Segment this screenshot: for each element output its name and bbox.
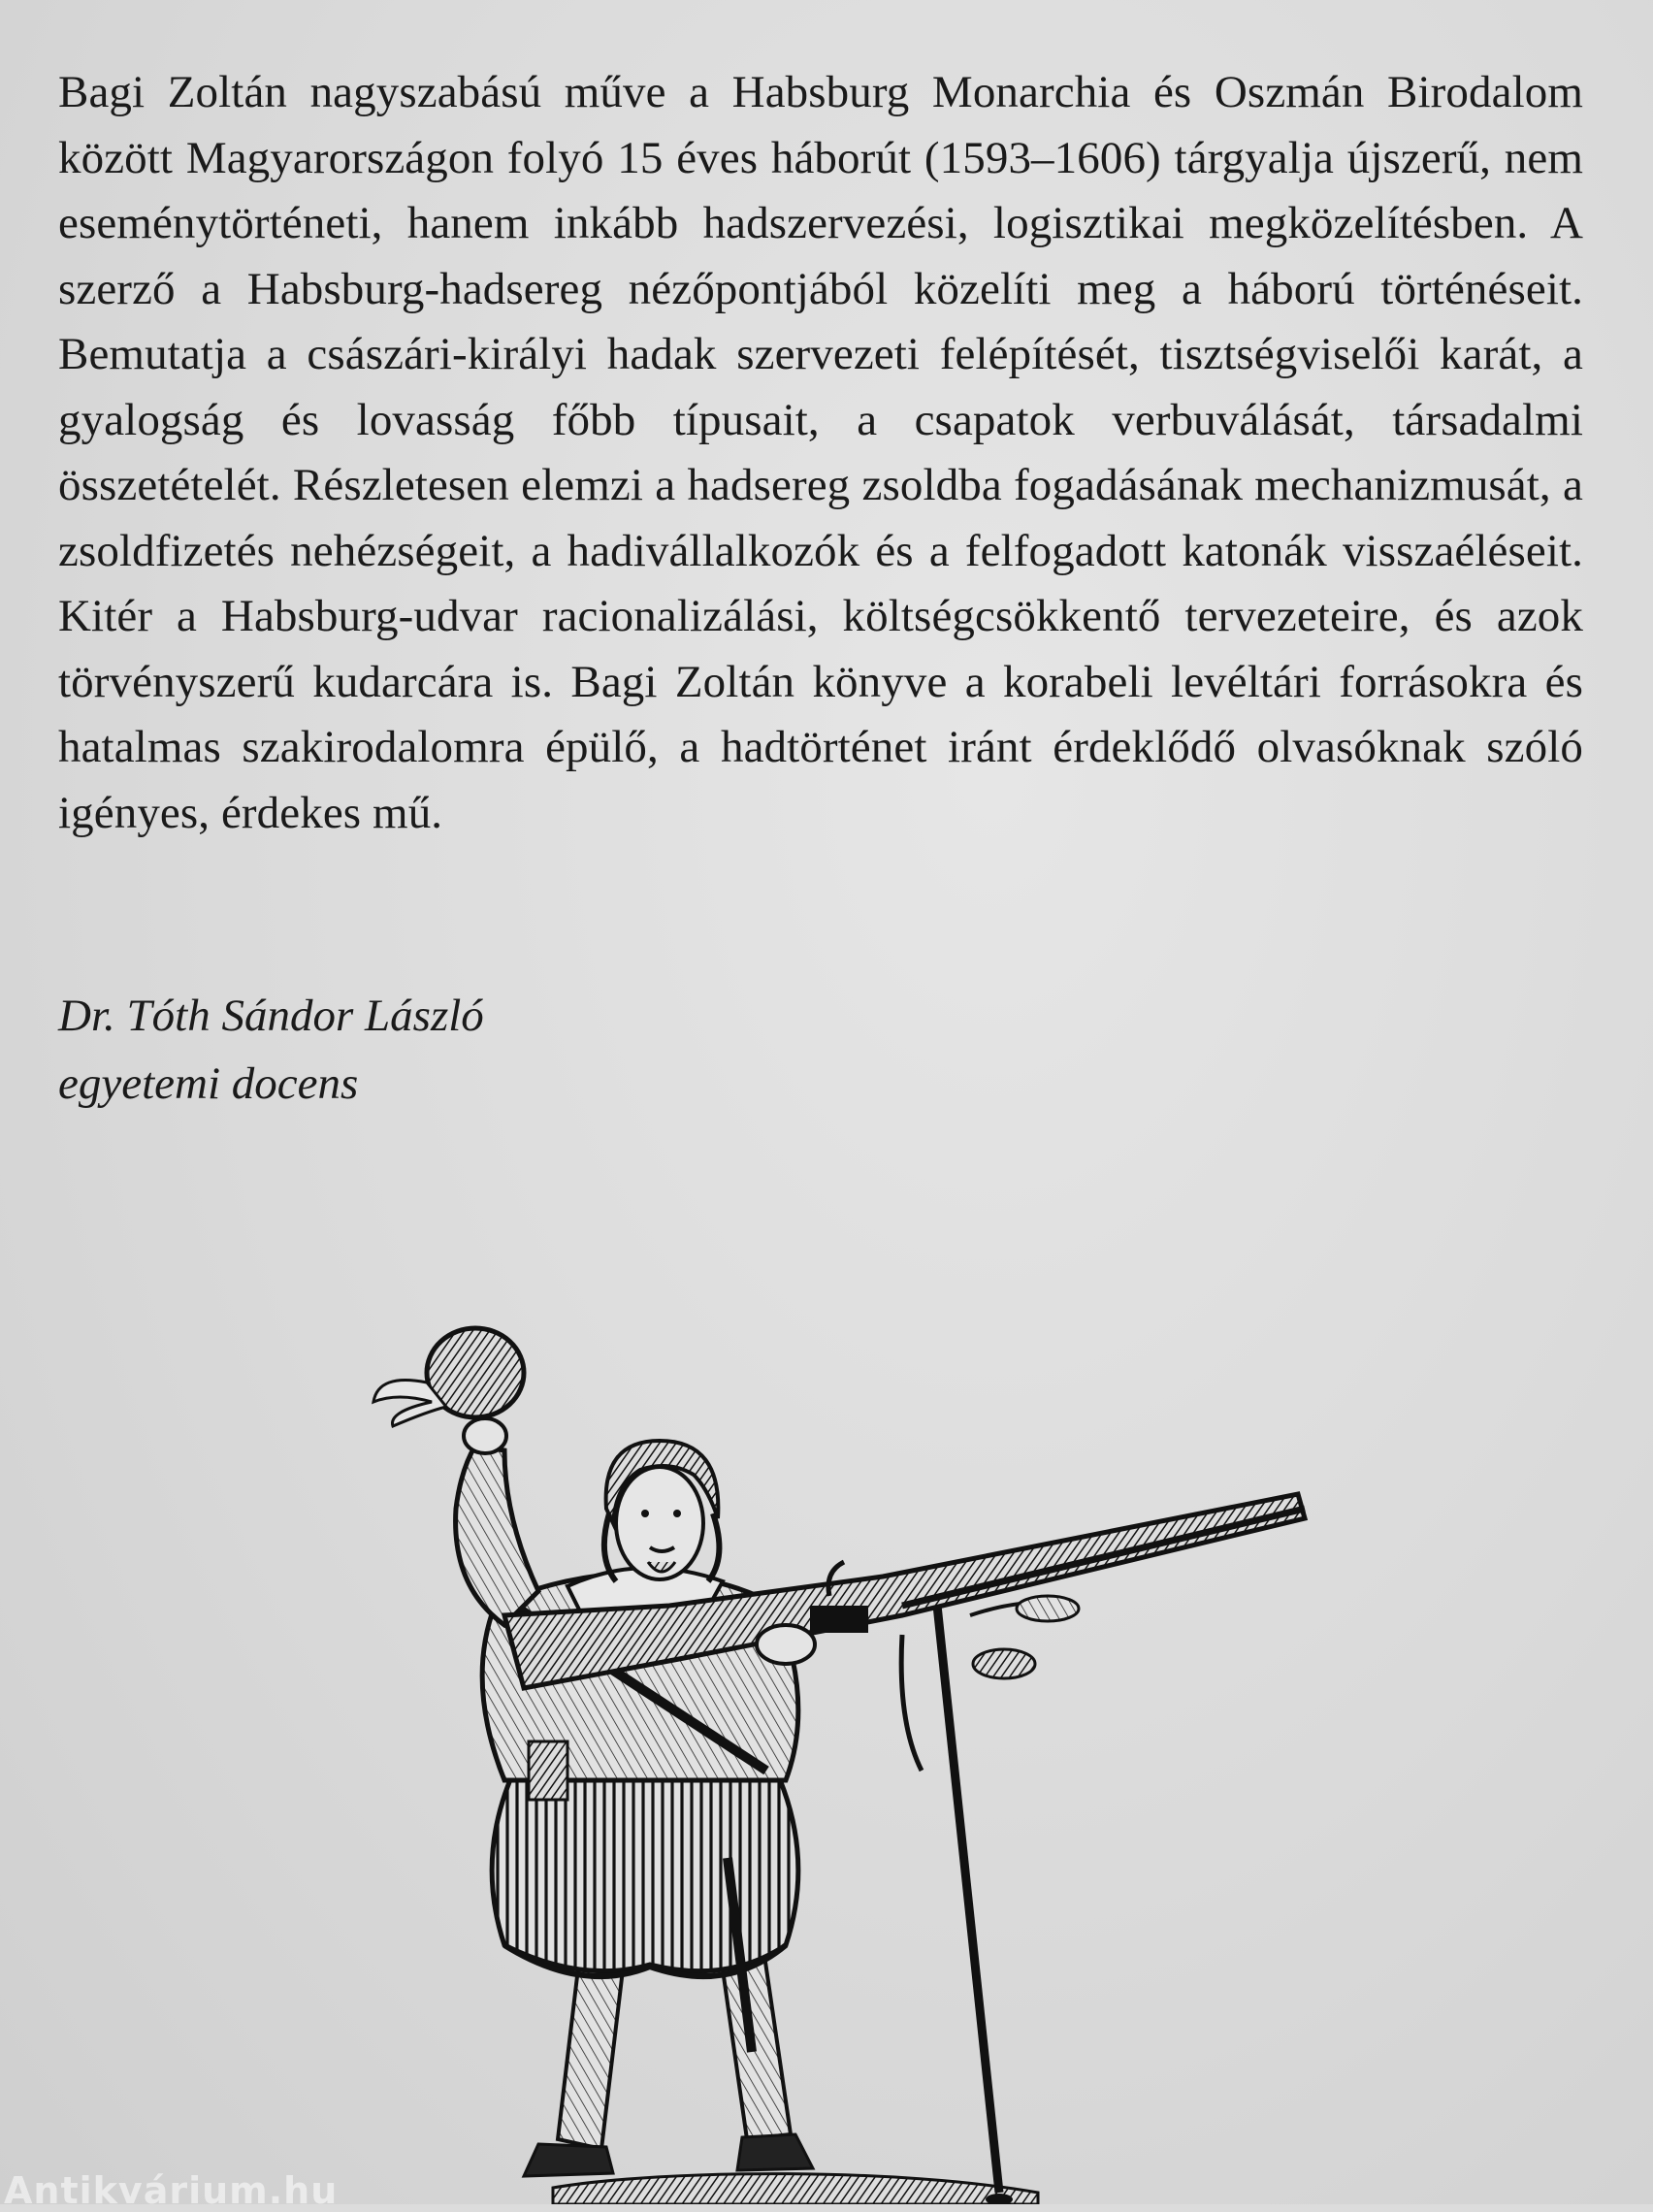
- reviewer-title: egyetemi docens: [58, 1058, 359, 1109]
- musketeer-engraving-icon: [359, 1315, 1319, 2204]
- book-description: Bagi Zoltán nagyszabású műve a Habsburg Monarchia és Oszmán Birodalom között Magyarországon folyó 15 éves háborút (1593–1606) tárgyalja újszerű, nem eseménytörténeti, hanem inkább hadszervezési, logisztikai megközelítésben. A szerző a Habsburg-hadsereg nézőpontjából közelíti meg a háború történéseit. Bemutatja a császári-királyi hadak szervezeti felépítését, tisztségviselői karát, a gyalogság és lovasság főbb típusait, a csapatok verbuválását, társadalmi összetételét. Részletesen elemzi a hadsereg zsoldba fogadásának mechanizmusát, a zsoldfizetés nehézségeit, a hadivállalkozók és a felfogadott katonák visszaéléseit. Kitér a Habsburg-udvar racionalizálási, költségcsökkentő tervezeteire, és azok törvényszerű kudarcára is. Bagi Zoltán könyve a korabeli levéltári forrásokra és hatalmas szakirodalomra épülő, a hadtörténet iránt érdeklődő olvasóknak szóló igényes, érdekes mű.: [58, 67, 1583, 838]
- site-watermark: Antikvárium.hu: [4, 2169, 339, 2212]
- reviewer-name: Dr. Tóth Sándor László: [58, 991, 484, 1041]
- reviewer-signature: [58, 982, 484, 1118]
